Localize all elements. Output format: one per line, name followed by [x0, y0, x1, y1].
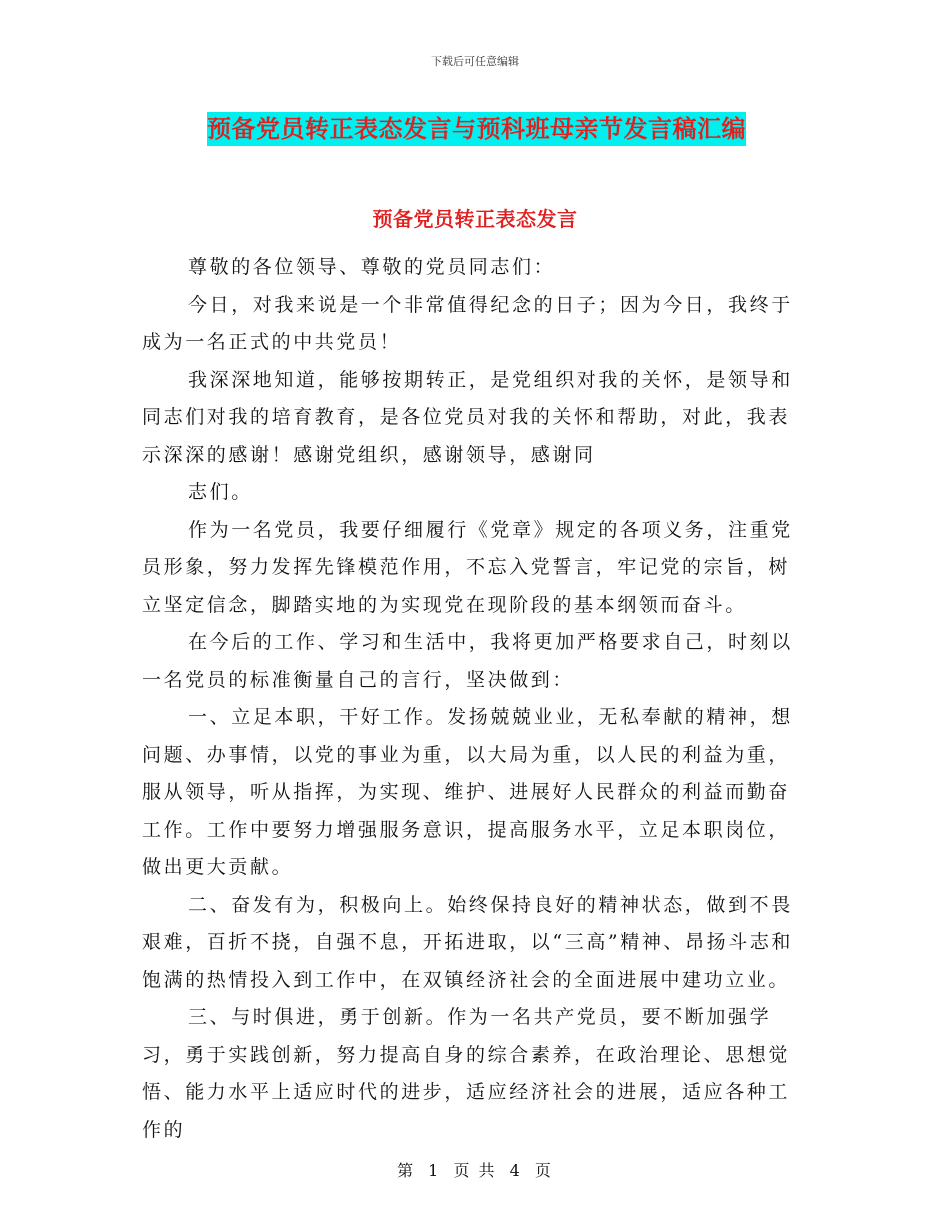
section-title: 预备党员转正表态发言 — [372, 207, 578, 231]
paragraph-salutation: 尊敬的各位领导、尊敬的党员同志们： — [188, 256, 556, 278]
document-title: 预备党员转正表态发言与预科班母亲节发言稿汇编 — [207, 112, 746, 146]
paragraph: 我深深地知道，能够按期转正，是党组织对我的关怀，是领导和同志们对我的培育教育，是各位党员对我的关怀和帮助，对此，我表示深深的感谢！感谢党组织，感谢领导，感谢同 — [142, 368, 793, 466]
paragraph: 作为一名党员，我要仔细履行《党章》规定的各项义务，注重党员形象，努力发挥先锋模范作用，不忘入党誓言，牢记党的宗旨，树立坚定信念，脚踏实地的为实现党在现阶段的基本纲领而奋斗。 — [142, 518, 793, 616]
footer-suffix: 页 — [534, 1161, 553, 1180]
paragraph-continuation: 志们。 — [188, 481, 253, 503]
paragraph: 今日，对我来说是一个非常值得纪念的日子；因为今日，我终于成为一名正式的中共党员！ — [142, 293, 793, 353]
header-note: 下载后可任意编辑 — [431, 55, 519, 68]
paragraph-point-1: 一、立足本职，干好工作。发扬兢兢业业，无私奉献的精神，想问题、办事情，以党的事业为重，以大局为重，以人民的利益为重，服从领导，听从指挥，为实现、维护、进展好人民群众的利益而勤奋工作。工作中要努力增强服务意识，提高服务水平，立足本职岗位，做出更大贡献。 — [142, 706, 793, 878]
paragraph-point-3: 三、与时俱进，勇于创新。作为一名共产党员，要不断加强学习，勇于实践创新，努力提高自身的综合素养，在政治理论、思想觉悟、能力水平上适应时代的进步，适应经济社会的进展，适应各种工作的 — [142, 1006, 791, 1141]
footer-prefix: 第 — [397, 1161, 416, 1180]
paragraph-point-2: 二、奋发有为，积极向上。始终保持良好的精神状态，做到不畏艰难，百折不挠，自强不息，开拓进取，以“三高”精神、昂扬斗志和饱满的热情投入到工作中，在双镇经济社会的全面进展中建功立业。 — [142, 893, 794, 991]
footer-page-number: 1 — [428, 1161, 441, 1180]
document-body — [142, 249, 802, 1149]
footer-total-pages: 4 — [509, 1161, 522, 1180]
footer-mid: 页 共 — [453, 1161, 497, 1180]
paragraph: 在今后的工作、学习和生活中，我将更加严格要求自己，时刻以一名党员的标准衡量自己的言行，坚决做到： — [142, 631, 793, 691]
page-footer — [0, 1158, 950, 1181]
